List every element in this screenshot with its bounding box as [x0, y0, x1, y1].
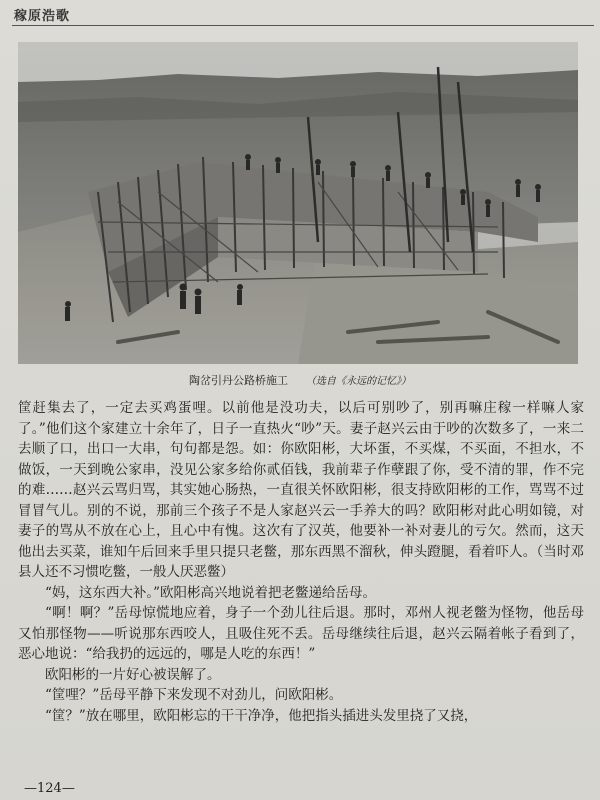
- body-text: [18, 398, 584, 726]
- construction-photo: [18, 42, 578, 364]
- caption-text: 陶岔引丹公路桥施工: [189, 374, 288, 387]
- running-head: 稼原浩歌: [14, 9, 71, 24]
- paragraph: “妈，这东西大补。”欧阳彬高兴地说着把老鳖递给岳母。: [45, 584, 377, 601]
- paragraph: 筐赶集去了，一定去买鸡蛋哩。以前他是没功夫，以后可别吵了，别再嘛庄稼一样嘛人家了。”他们这个家建立十余年了，日子一直热火“吵”天。妻子赵兴云由于吵的次数多了，一来二去顺了口，出口一大串，句句都是怨。如：你欧阳彬，大坏蛋，不买煤，不买面，不担水，不做饭，一天到晚公家串，没见公家多给你贰佰钱，我前辈子作孽跟了你，受不清的罪，作不完的难……赵兴云骂归骂，其实她心肠热，一直很关怀欧阳彬，很支持欧阳彬的工作，骂骂不过冒冒气儿。别的不说，那前三个孩子不是人家赵兴云一手养大的吗？欧阳彬对此心明如镜，对妻子的骂从不放在心上，且心中有愧。这次有了汉英，他要补一补对妻儿的亏欠。然而，这天他出去买菜，谁知午后回来手里只提只老鳖，那东西黑不溜秋，伸头蹬腿，看着吓人。（当时邓县人还不习惯吃鳖，一般人厌恶鳖）: [18, 400, 584, 580]
- caption-source: （选自《永远的记忆》）: [306, 376, 411, 387]
- paragraph: “啊！啊？”岳母惊慌地应着，身子一个劲儿往后退。那时，邓州人视老鳖为怪物，他岳母又怕那怪物——听说那东西咬人，且吸住死不丢。岳母继续往后退，赵兴云隔着帐子看到了，恶心地说：“给我扔的远远的，哪是人吃的东西！”: [18, 605, 584, 662]
- paragraph: “筐？”放在哪里，欧阳彬忘的干干净净，他把指头插进头发里挠了又挠，: [45, 707, 478, 724]
- photo-caption: [0, 372, 600, 388]
- page-number: —124—: [24, 781, 75, 796]
- paragraph: 欧阳彬的一片好心被误解了。: [45, 666, 221, 683]
- paragraph: “筐哩？”岳母平静下来发现不对劲儿，问欧阳彬。: [45, 687, 343, 703]
- header-rule: [12, 25, 594, 26]
- bridge-construction-image: [18, 42, 578, 364]
